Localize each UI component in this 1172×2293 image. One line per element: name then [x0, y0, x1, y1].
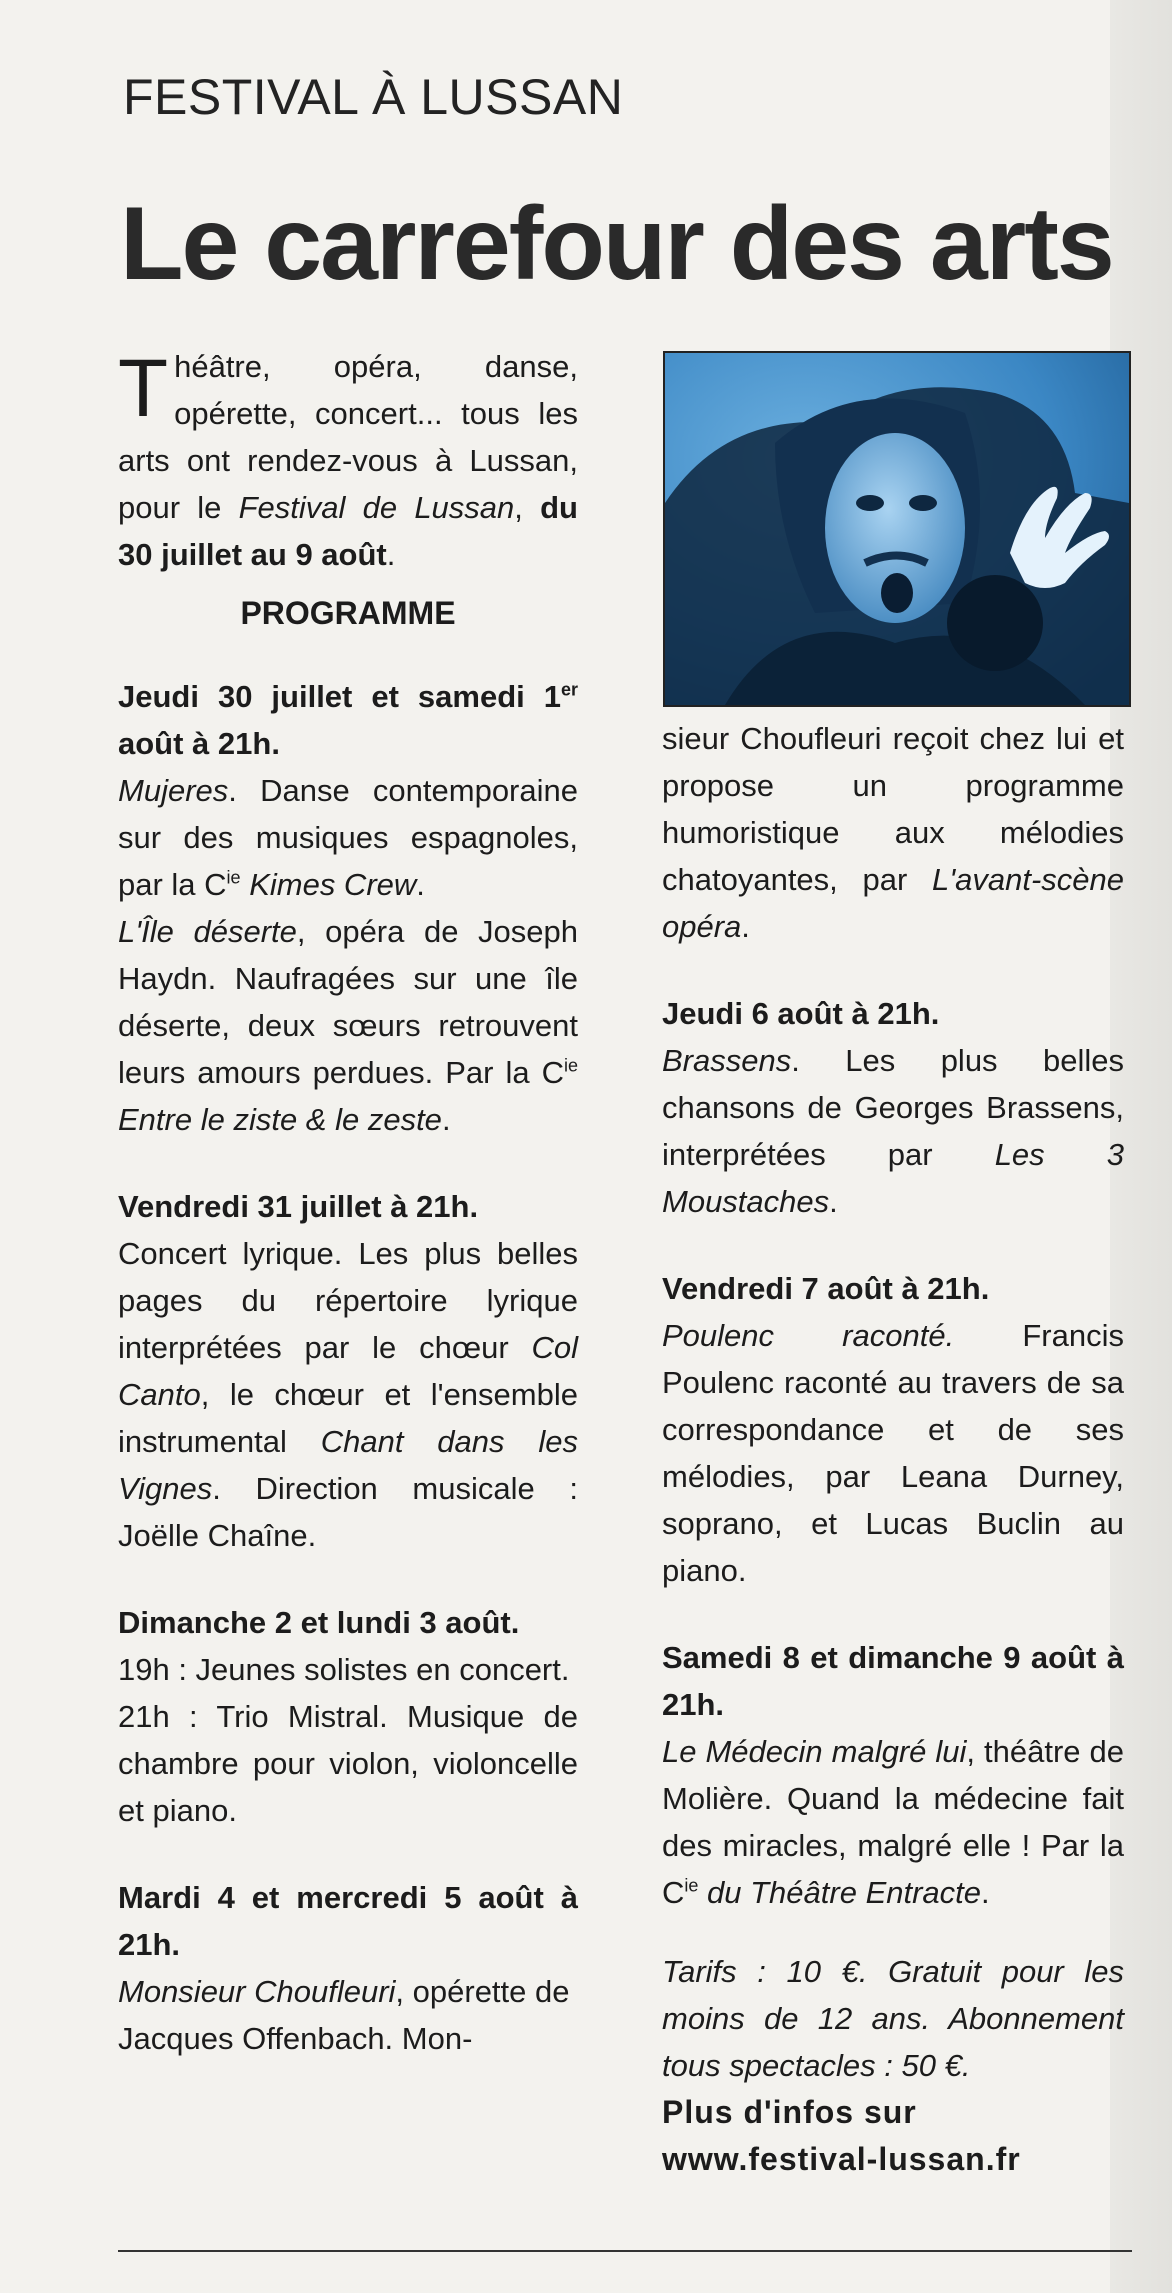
more-info: Plus d'infos sur www.festival-lussan.fr	[662, 2094, 1021, 2177]
event-1-date-sup: er	[560, 679, 578, 700]
intro-paragraph	[118, 343, 578, 578]
left-column	[118, 343, 578, 2062]
drop-cap: T	[118, 343, 169, 434]
event-7-date: Samedi 8 et dimanche 9 août à 21h.	[662, 1640, 1124, 1722]
event-4-date: Mardi 4 et mercredi 5 août à 21h.	[118, 1880, 578, 1962]
event-1-sup-b: ie	[563, 1055, 578, 1076]
event-6-desc: Francis Poulenc raconté au travers de sa correspondance et de ses mélodies, par Leana Durney, soprano, et Lucas Buclin au piano.	[662, 1318, 1124, 1588]
event-5-company: Les 3 Moustaches	[662, 1137, 1124, 1219]
event-4-body-left: Monsieur Choufleuri, opérette de Jacques Offenbach. Mon-	[118, 1974, 570, 2056]
event-2-desc-3: . Direction musicale : Joëlle Chaîne.	[118, 1471, 578, 1553]
event-7-space	[698, 1875, 707, 1910]
event-4-body-right: sieur Choufleuri reçoit chez lui et propose un programme humoristique aux mélodies chatoyantes, par L'avant-scène opéra.	[662, 721, 1124, 944]
event-1-desc-a: . Danse contemporaine sur des musiques espagnoles, par la C	[118, 773, 578, 902]
event-7-sup: ie	[684, 1875, 699, 1896]
intro-text-1: héâtre, opéra, danse, opérette, concert... tous les arts ont rendez-vous à Lussan, pour le	[118, 349, 578, 525]
festival-name: Festival de Lussan	[238, 490, 515, 525]
event-7-body	[662, 1728, 1124, 1916]
event-1-body-b	[118, 908, 578, 1143]
headline: Le carrefour des arts	[120, 186, 1113, 302]
event-5-date: Jeudi 6 août à 21h.	[662, 996, 940, 1031]
event-6-date: Vendredi 7 août à 21h.	[662, 1271, 990, 1306]
event-1-date-a: Jeudi 30 juillet et samedi 1	[118, 679, 561, 714]
event-5-end: .	[829, 1184, 838, 1219]
intro-text-2: ,	[514, 490, 541, 525]
event-1-space-a	[241, 867, 250, 902]
event-2-choir: Col Canto	[118, 1330, 578, 1412]
event-3-line-1: 19h : Jeunes solistes en concert.	[118, 1652, 570, 1687]
event-1-end-a: .	[416, 867, 425, 902]
tarifs-text: Tarifs : 10 €. Gratuit pour les moins de 12 ans. Abonnement tous spectacles : 50 €.	[662, 1954, 1124, 2083]
event-3-date: Dimanche 2 et lundi 3 août.	[118, 1605, 520, 1640]
event-2-body	[118, 1230, 578, 1559]
portrait-photo-icon	[665, 353, 1129, 705]
event-5-desc: . Les plus belles chansons de Georges Brassens, interprétées par	[662, 1043, 1124, 1172]
event-7-title: Le Médecin malgré lui	[662, 1734, 967, 1769]
event-1-title-b: L'Île déserte	[118, 914, 297, 949]
event-6-title: Poulenc raconté.	[662, 1318, 955, 1353]
intro-text-3: .	[386, 537, 396, 572]
event-4-end: .	[741, 909, 750, 944]
programme-heading: PROGRAMME	[240, 595, 456, 631]
event-3-line-2: 21h : Trio Mistral. Musique de chambre pour violon, violoncelle et piano.	[118, 1699, 578, 1828]
event-1-title-a: Mujeres	[118, 773, 229, 808]
event-5-body	[662, 1037, 1124, 1225]
right-column	[662, 715, 1124, 2183]
tarifs	[662, 1948, 1124, 2089]
event-1-company-a: Kimes Crew	[249, 867, 417, 902]
performer-photo	[663, 351, 1131, 707]
event-2-desc-2: , le chœur et l'ensemble instrumental	[118, 1377, 578, 1459]
event-2-ensemble: Chant dans les Vignes	[118, 1424, 578, 1506]
event-2-date: Vendredi 31 juillet à 21h.	[118, 1189, 479, 1224]
event-7-desc: , théâtre de Molière. Quand la médecine fait des miracles, malgré elle ! Par la C	[662, 1734, 1124, 1910]
event-1-sup-a: ie	[226, 867, 241, 888]
event-1-end-b: .	[441, 1102, 451, 1137]
event-1-body-a	[118, 767, 578, 908]
event-7-end: .	[981, 1875, 990, 1910]
kicker: FESTIVAL À LUSSAN	[123, 69, 624, 125]
event-1-desc-b: , opéra de Joseph Haydn. Naufragées sur une île déserte, deux sœurs retrouvent leurs amours perdues. Par la C	[118, 914, 578, 1090]
bottom-rule	[118, 2250, 1132, 2252]
event-1-date-b: août à 21h.	[118, 726, 280, 761]
event-5-title: Brassens	[662, 1043, 792, 1078]
festival-dates: du 30 juillet au 9 août	[118, 490, 578, 572]
event-1-company-b: Entre le ziste & le zeste	[118, 1102, 442, 1137]
event-2-desc-1: Concert lyrique. Les plus belles pages du répertoire lyrique interprétées par le chœur	[118, 1236, 578, 1365]
event-6-body	[662, 1312, 1124, 1594]
event-7-company: du Théâtre Entracte	[707, 1875, 982, 1910]
event-4-company: L'avant-scène opéra	[662, 862, 1124, 944]
event-1-date	[118, 673, 578, 767]
